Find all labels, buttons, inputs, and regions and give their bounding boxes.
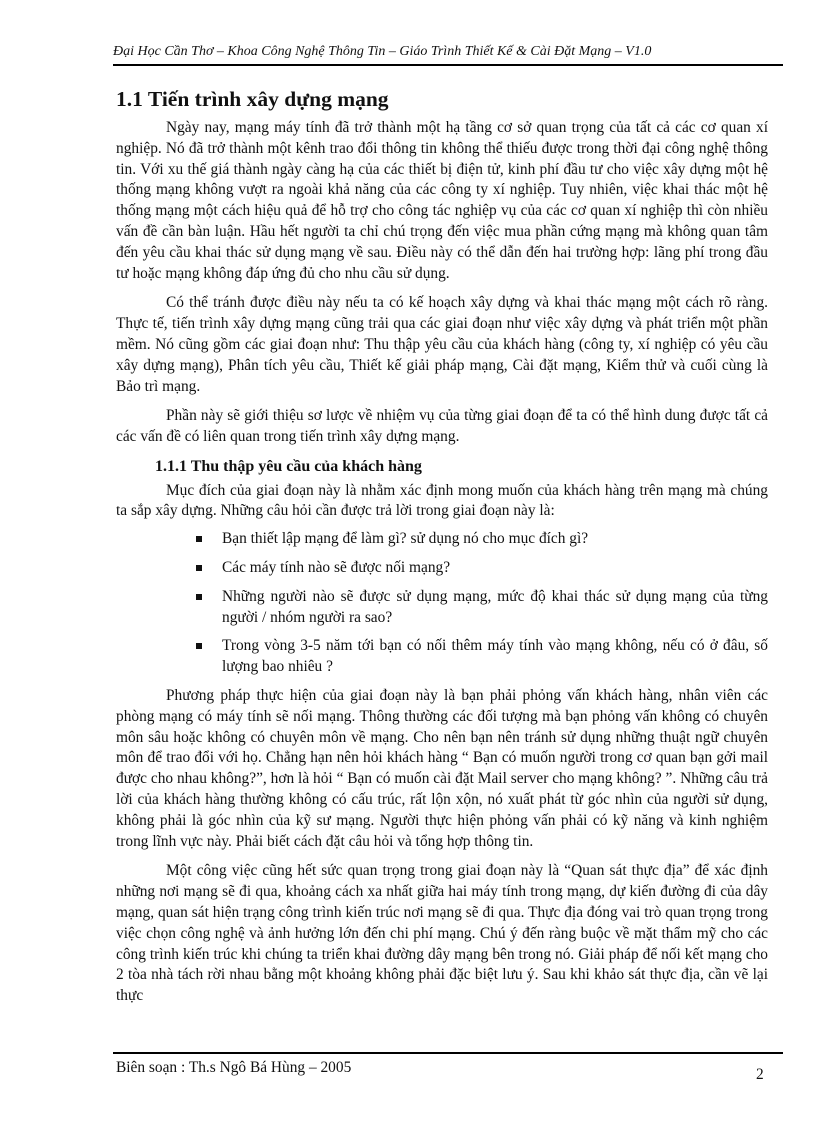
square-bullet-icon <box>196 536 202 542</box>
section-paragraph: Phần này sẽ giới thiệu sơ lược về nhiệm vụ của từng giai đoạn để ta có thể hình dung được tất cả các vấn đề có liên quan trong tiến trình xây dựng mạng. <box>116 407 768 446</box>
list-item <box>116 636 768 678</box>
subsection-intro: Mục đích của giai đoạn này là nhằm xác định mong muốn của khách hàng trên mạng mà chúng ta sắp xây dựng. Những câu hỏi cần được trả lời trong giai đoạn này là: <box>116 481 768 520</box>
subsection-title: 1.1.1 Thu thập yêu cầu của khách hàng <box>155 457 422 475</box>
subsection-paragraph: Phương pháp thực hiện của giai đoạn này là bạn phải phỏng vấn khách hàng, nhân viên các phòng mạng có máy tính sẽ nối mạng. Thông thường các đối tượng mà bạn phỏng vấn không có chuyên môn sâu hoặc không có chuyên môn về mạng. Cho nên bạn nên tránh sử dụng những thuật ngữ chuyên môn để trao đổi với họ. Chẳng hạn nên hỏi khách hàng “ Bạn có muốn người trong cơ quan bạn gởi mail được cho nhau không?”, hơn là hỏi “ Bạn có muốn cài đặt Mail server cho mạng không? ”. Những câu trả lời của khách hàng thường không có cấu trúc, rất lộn xộn, nó xuất phát từ góc nhìn của người sử dụng, không phải là góc nhìn của kỹ sư mạng. Người thực hiện phỏng vấn phải có kỹ năng và kinh nghiệm trong lĩnh vực này. Phải biết cách đặt câu hỏi và tổng hợp thông tin. <box>116 687 768 850</box>
section-paragraph: Có thể tránh được điều này nếu ta có kế hoạch xây dựng và khai thác mạng một cách rõ ràng. Thực tế, tiến trình xây dựng mạng cũng trải qua các giai đoạn như việc xây dựng và phát triển một phần mềm. Nó cũng gồm các giai đoạn như: Thu thập yêu cầu của khách hàng (công ty, xí nghiệp có yêu cầu xây dựng mạng), Phân tích yêu cầu, Thiết kế giải pháp mạng, Cài đặt mạng, Kiểm thử và cuối cùng là Bảo trì mạng. <box>116 294 768 395</box>
square-bullet-icon <box>196 643 202 649</box>
footer-rule <box>113 1052 783 1054</box>
list-item-text: Bạn thiết lập mạng để làm gì? sử dụng nó cho mục đích gì? <box>222 530 589 548</box>
section-title: 1.1 Tiến trình xây dựng mạng <box>116 87 389 111</box>
square-bullet-icon <box>196 594 202 600</box>
square-bullet-icon <box>196 565 202 571</box>
running-header: Đại Học Cần Thơ – Khoa Công Nghệ Thông Tin – Giáo Trình Thiết Kế & Cài Đặt Mạng – V1.0 <box>113 44 652 59</box>
list-item-text: Các máy tính nào sẽ được nối mạng? <box>222 559 451 577</box>
question-list <box>116 529 768 678</box>
page-body <box>116 86 768 1016</box>
list-item <box>116 587 768 629</box>
footer-author: Biên soạn : Th.s Ngô Bá Hùng – 2005 <box>116 1059 352 1076</box>
page-number: 2 <box>756 1066 764 1083</box>
list-item <box>116 558 768 579</box>
subsection-paragraph: Một công việc cũng hết sức quan trọng trong giai đoạn này là “Quan sát thực địa” để xác định những nơi mạng sẽ đi qua, khoảng cách xa nhất giữa hai máy tính trong mạng, dự kiến đường đi của dây mạng, quan sát hiện trạng công trình kiến trúc nơi mạng sẽ đi qua. Thực địa đóng vai trò quan trọng trong việc chọn công nghệ và ảnh hưởng lớn đến chi phí mạng. Chú ý đến ràng buộc về mặt thẩm mỹ cho các công trình kiến trúc khi chúng ta triển khai đường dây mạng bên trong nó. Giải pháp để nối kết mạng cho 2 tòa nhà tách rời nhau bằng một khoảng không phải đặc biệt lưu ý. Sau khi khảo sát thực địa, cần vẽ lại thực <box>116 862 768 1005</box>
header-rule <box>113 64 783 66</box>
list-item-text: Trong vòng 3-5 năm tới bạn có nối thêm máy tính vào mạng không, nếu có ở đâu, số lượng bao nhiêu ? <box>222 637 768 676</box>
section-paragraph: Ngày nay, mạng máy tính đã trở thành một hạ tầng cơ sở quan trọng của tất cả các cơ quan xí nghiệp. Nó đã trở thành một kênh trao đổi thông tin không thể thiếu được trong thời đại công nghệ thông tin. Với xu thế giá thành ngày càng hạ của các thiết bị điện tử, kinh phí đầu tư cho việc xây dựng một hệ thống mạng không vượt ra ngoài khả năng của các công ty xí nghiệp. Tuy nhiên, việc khai thác một hệ thống mạng một cách hiệu quả để hỗ trợ cho công tác nghiệp vụ của các cơ quan xí nghiệp thì còn nhiều vấn đề cần bàn luận. Hầu hết người ta chỉ chú trọng đến việc mua phần cứng mạng mà không quan tâm đến yêu cầu khai thác sử dụng mạng về sau. Điều này có thể dẫn đến hai trường hợp: lãng phí trong đầu tư hoặc mạng không đáp ứng đủ cho nhu cầu sử dụng. <box>116 118 768 282</box>
list-item <box>116 529 768 550</box>
list-item-text: Những người nào sẽ được sử dụng mạng, mức độ khai thác sử dụng mạng của từng người / nhóm người ra sao? <box>222 587 768 626</box>
